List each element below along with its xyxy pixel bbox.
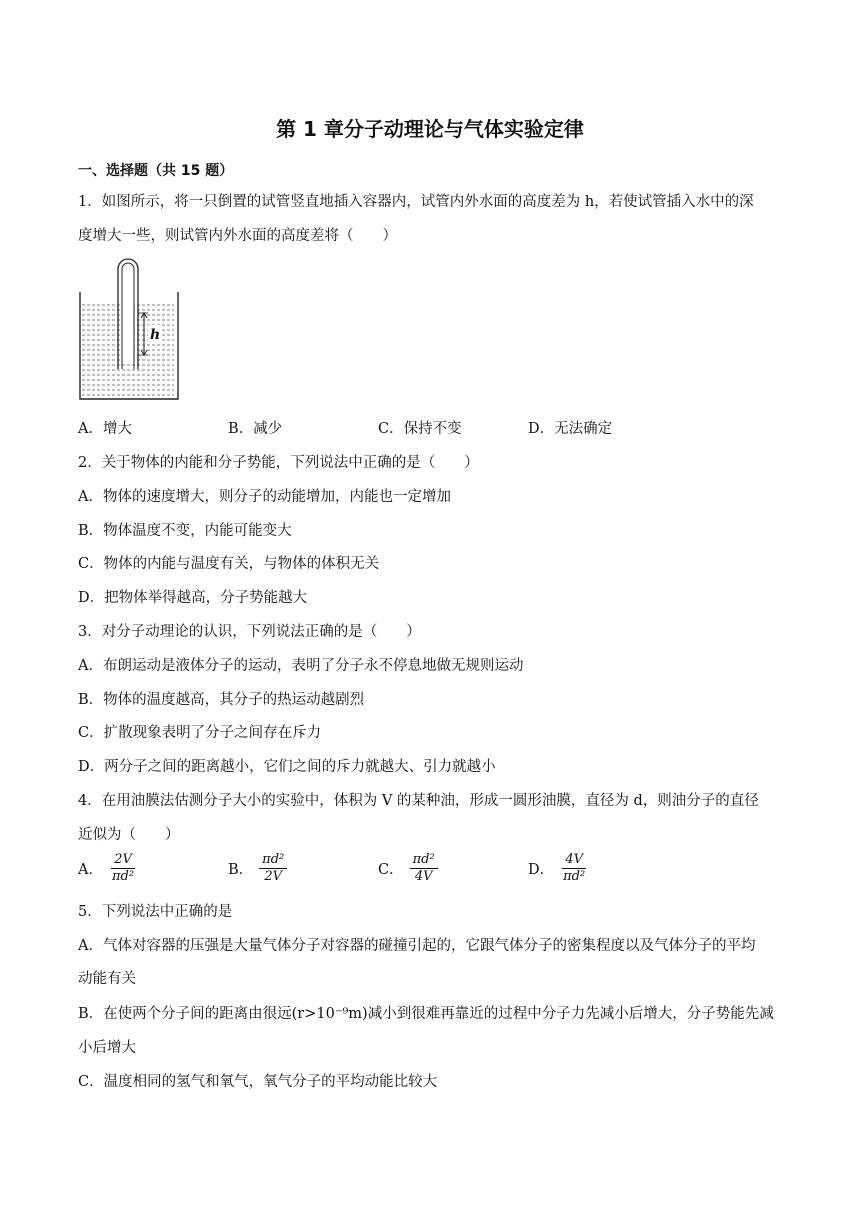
q4-option-b-fraction — [259, 852, 287, 885]
q3-option-d[interactable]: D．两分子之间的距离越小，它们之间的斥力就越大、引力就越小 — [78, 759, 496, 775]
q4-options — [78, 852, 778, 890]
q5-option-b-line-2: 小后增大 — [78, 1040, 136, 1056]
q2-stem: 2．关于物体的内能和分子势能，下列说法中正确的是（ ） — [78, 455, 479, 471]
q4-option-a-numerator: 2V — [111, 852, 135, 869]
q1-options — [78, 417, 778, 439]
q1-option-b[interactable]: B．减少 — [228, 421, 283, 437]
q1-stem-line-1: 1．如图所示，将一只倒置的试管竖直地插入容器内，试管内外水面的高度差为 h，若使试管插入水中的深 — [78, 194, 754, 210]
q1-option-a[interactable]: A．增大 — [78, 421, 132, 437]
page-title: 第 1 章分子动理论与气体实验定律 — [276, 117, 584, 141]
q5-stem: 5．下列说法中正确的是 — [78, 904, 233, 920]
q3-option-a[interactable]: A．布朗运动是液体分子的运动，表明了分子永不停息地做无规则运动 — [78, 658, 524, 674]
height-label: h — [150, 327, 161, 343]
section-heading: 一、选择题（共 15 题） — [78, 163, 234, 179]
q2-option-a[interactable]: A．物体的速度增大，则分子的动能增加，内能也一定增加 — [78, 489, 451, 505]
q4-stem-line-2: 近似为（ ） — [78, 827, 180, 843]
q4-stem-line-1: 4．在用油膜法估测分子大小的实验中，体积为 V 的某种油，形成一圆形油膜，直径为 d，则油分子的直径 — [78, 793, 759, 809]
q1-option-d[interactable]: D．无法确定 — [528, 421, 613, 437]
q4-option-b-letter: B． — [228, 862, 254, 878]
q4-option-b-numerator: πd² — [259, 852, 287, 869]
test-tube-diagram — [78, 257, 188, 407]
q4-option-d-fraction — [560, 852, 588, 885]
q4-option-c[interactable] — [378, 852, 438, 885]
q1-stem-line-2: 度增大一些，则试管内外水面的高度差将（ ） — [78, 228, 397, 244]
q4-option-b-denominator: 2V — [264, 869, 283, 884]
q3-option-c[interactable]: C．扩散现象表明了分子之间存在斥力 — [78, 725, 322, 741]
q4-option-a-fraction — [109, 852, 137, 885]
q3-option-b[interactable]: B．物体的温度越高，其分子的热运动越剧烈 — [78, 692, 365, 708]
q5-option-a-line-2: 动能有关 — [78, 971, 136, 987]
q5-option-a-line-1[interactable]: A．气体对容器的压强是大量气体分子对容器的碰撞引起的，它跟气体分子的密集程度以及气体分子的平均 — [78, 938, 756, 954]
q1-option-c[interactable]: C．保持不变 — [378, 421, 462, 437]
q4-option-d-numerator: 4V — [562, 852, 586, 869]
q4-option-b[interactable] — [228, 852, 287, 885]
q4-option-a[interactable] — [78, 852, 137, 885]
q4-option-a-denominator: πd² — [111, 869, 135, 884]
q3-stem: 3．对分子动理论的认识，下列说法正确的是（ ） — [78, 624, 421, 640]
q5-option-b-line-1[interactable]: B．在使两个分子间的距离由很远(r>10⁻⁹m)减小到很难再靠近的过程中分子力先减小后增大，分子势能先减 — [78, 1006, 774, 1022]
q4-option-c-letter: C． — [378, 862, 404, 878]
q2-option-d[interactable]: D．把物体举得越高，分子势能越大 — [78, 590, 308, 606]
q4-option-d-letter: D． — [528, 862, 555, 878]
q4-option-d[interactable] — [528, 852, 588, 885]
q5-option-c[interactable]: C．温度相同的氢气和氧气，氧气分子的平均动能比较大 — [78, 1074, 438, 1090]
q4-option-c-denominator: 4V — [414, 869, 433, 884]
q4-option-d-denominator: πd² — [563, 869, 586, 884]
q2-option-b[interactable]: B．物体温度不变，内能可能变大 — [78, 523, 292, 539]
q4-option-a-letter: A． — [78, 862, 103, 878]
q2-option-c[interactable]: C．物体的内能与温度有关，与物体的体积无关 — [78, 556, 380, 572]
q4-option-c-fraction — [410, 852, 438, 885]
q4-option-c-numerator: πd² — [410, 852, 438, 869]
